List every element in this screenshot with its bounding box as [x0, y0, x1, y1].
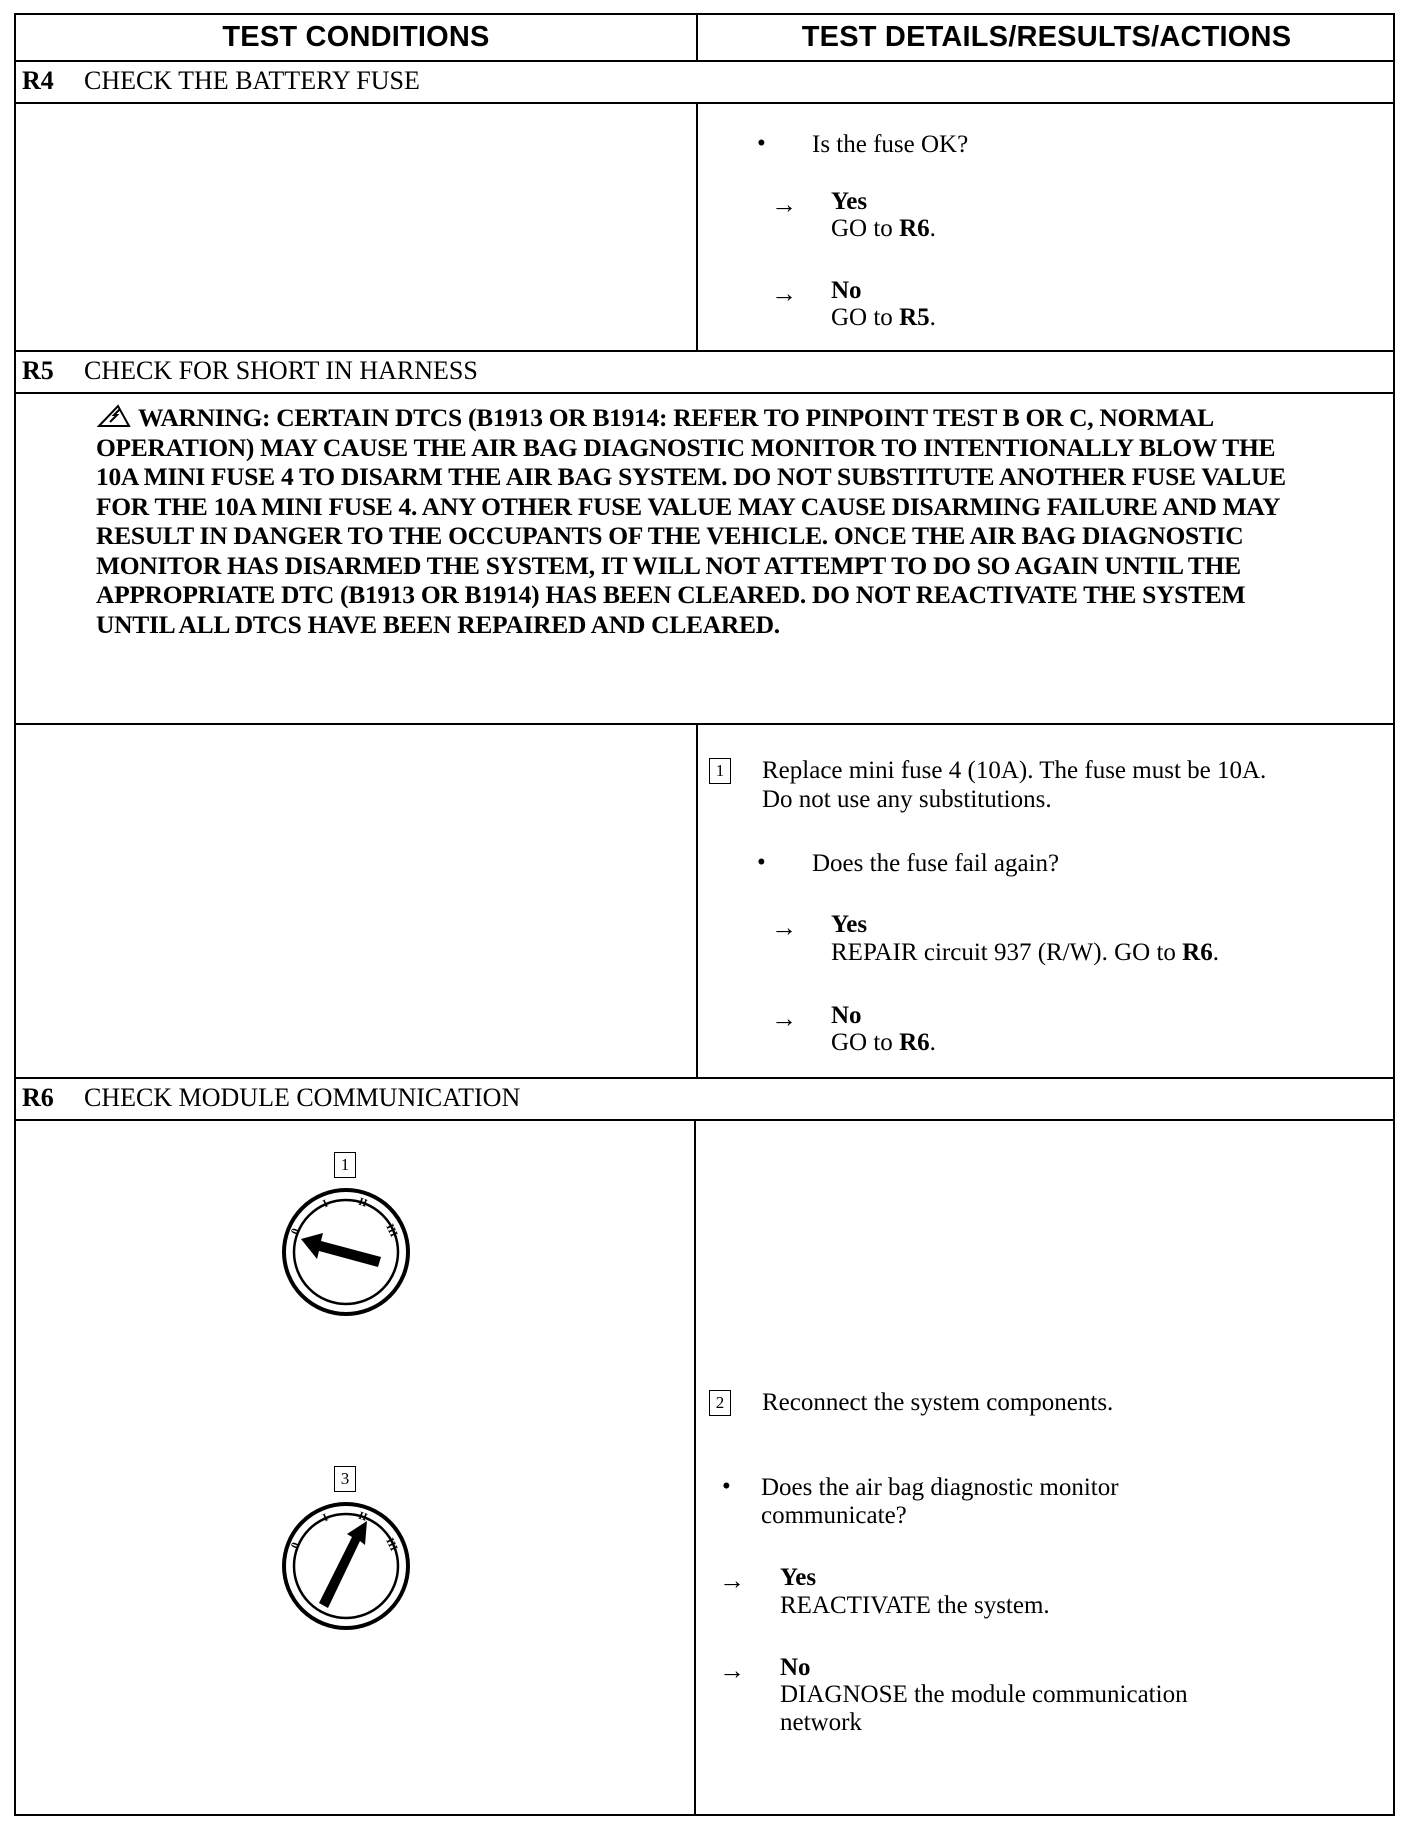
- svg-text:I: I: [321, 1197, 331, 1211]
- r5-no-label: No: [831, 1002, 862, 1029]
- arrow-icon: →: [771, 190, 797, 219]
- r4-yes-action: GO to R6.: [831, 215, 936, 242]
- r5-yes-label: Yes: [831, 911, 868, 938]
- divider: [16, 102, 1393, 104]
- bullet: •: [722, 1473, 731, 1500]
- r4-yes-label: Yes: [831, 188, 868, 215]
- svg-text:III: III: [383, 1536, 400, 1553]
- r6-yes-action: REACTIVATE the system.: [780, 1592, 1050, 1619]
- r5-step-text-2: Do not use any substitutions.: [762, 786, 1052, 813]
- ignition-run-figure: [281, 1501, 411, 1631]
- step-r4-title-row: [22, 61, 420, 101]
- svg-text:II: II: [356, 1509, 369, 1524]
- r6-no-action-2: network: [780, 1709, 862, 1736]
- r4-no-action: GO to R5.: [831, 304, 936, 331]
- step-title: CHECK FOR SHORT IN HARNESS: [84, 356, 478, 385]
- step-r5-title-row: [22, 351, 478, 391]
- arrow-icon: →: [771, 1004, 797, 1033]
- header-test-details: TEST DETAILS/RESULTS/ACTIONS: [801, 21, 1292, 53]
- r4-question: Is the fuse OK?: [812, 131, 969, 158]
- r5-yes-action: REPAIR circuit 937 (R/W). GO to R6.: [831, 939, 1219, 966]
- r6-question-2: communicate?: [761, 1502, 907, 1529]
- r6-no-label: No: [780, 1654, 811, 1681]
- ignition-off-figure: [281, 1187, 411, 1317]
- divider: [696, 15, 698, 60]
- svg-text:0: 0: [288, 1226, 303, 1237]
- arrow-icon: →: [719, 1566, 745, 1595]
- svg-text:II: II: [356, 1195, 369, 1210]
- arrow-icon: →: [771, 913, 797, 942]
- divider: [16, 723, 1393, 725]
- step-number-box: 1: [709, 758, 731, 784]
- step-title: CHECK THE BATTERY FUSE: [84, 66, 420, 95]
- bullet: •: [757, 130, 766, 157]
- r4-no-label: No: [831, 277, 862, 304]
- svg-text:I: I: [321, 1511, 331, 1525]
- r6-no-action-1: DIAGNOSE the module communication: [780, 1681, 1188, 1708]
- step-r6-title-row: [22, 1078, 520, 1118]
- svg-text:III: III: [383, 1222, 400, 1239]
- step-title: CHECK MODULE COMMUNICATION: [84, 1083, 521, 1112]
- divider: [696, 724, 698, 1077]
- figure-step-number-box: 3: [334, 1466, 356, 1492]
- step-number-box: 2: [709, 1390, 731, 1416]
- pinpoint-test-table: [14, 13, 1395, 1816]
- figure-step-number-box: 1: [334, 1152, 356, 1178]
- r5-step-text-1: Replace mini fuse 4 (10A). The fuse must be 10A.: [762, 757, 1267, 784]
- step-id: R4: [22, 66, 54, 95]
- divider: [16, 1119, 1393, 1121]
- arrow-icon: →: [719, 1656, 745, 1685]
- r5-no-action: GO to R6.: [831, 1029, 936, 1056]
- svg-text:0: 0: [288, 1540, 303, 1551]
- arrow-icon: →: [771, 279, 797, 308]
- header-test-conditions: TEST CONDITIONS: [222, 21, 490, 53]
- warning-triangle-icon: [96, 404, 132, 428]
- divider: [694, 1120, 696, 1816]
- step-id: R5: [22, 356, 54, 385]
- r6-question-1: Does the air bag diagnostic monitor: [761, 1474, 1119, 1501]
- warning-block: [16, 393, 1393, 723]
- divider: [696, 103, 698, 350]
- r5-question: Does the fuse fail again?: [812, 850, 1060, 877]
- r6-yes-label: Yes: [780, 1564, 817, 1591]
- warning-text: WARNING: CERTAIN DTCS (B1913 OR B1914: REFER TO PINPOINT TEST B OR C, NORMAL OPERATION) MAY CAUSE THE AIR BAG DIAGNOSTIC MONITOR TO INTENTIONALLY BLOW THE 10A MINI FUSE 4 TO DISARM THE AIR BAG SYSTEM. DO NOT SUBSTITUTE ANOTHER FUSE VALUE FOR THE 10A MINI FUSE 4. ANY OTHER FUSE VALUE MAY CAUSE DISARMING FAILURE AND MAY RESULT IN DANGER TO THE OCCUPANTS OF THE VEHICLE. ONCE THE AIR BAG DIAGNOSTIC MONITOR HAS DISARMED THE SYSTEM, IT WILL NOT ATTEMPT TO DO SO AGAIN UNTIL THE APPROPRIATE DTC (B1913 OR B1914) HAS BEEN CLEARED. DO NOT REACTIVATE THE SYSTEM UNTIL ALL DTCS HAVE BEEN REPAIRED AND CLEARED.: [96, 403, 1286, 639]
- r6-step-text: Reconnect the system components.: [762, 1389, 1114, 1416]
- bullet: •: [757, 849, 766, 876]
- step-id: R6: [22, 1083, 54, 1112]
